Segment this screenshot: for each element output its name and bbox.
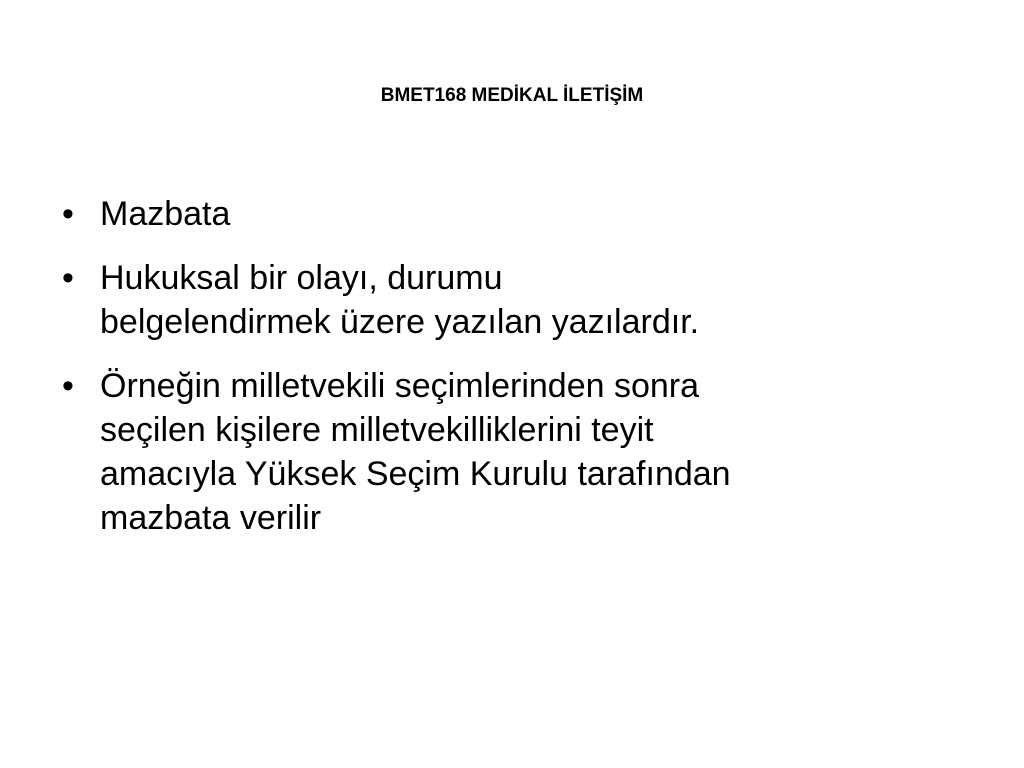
slide-title: BMET168 MEDİKAL İLETİŞİM [380, 85, 644, 106]
bullet-text: seçilen kişilere milletvekilliklerini teyit [100, 411, 654, 449]
bullet-item-definition [62, 256, 962, 344]
bullet-icon: • [62, 195, 74, 233]
bullet-item-mazbata [62, 192, 962, 236]
bullet-list [62, 192, 962, 560]
bullet-item-example [62, 364, 962, 540]
bullet-text: Hukuksal bir olayı, durumu [100, 259, 503, 297]
bullet-text: Örneğin milletvekili seçimlerinden sonra [100, 367, 700, 405]
bullet-text: mazbata verilir [100, 499, 322, 537]
bullet-text: amacıyla Yüksek Seçim Kurulu tarafından [100, 455, 731, 493]
bullet-text: belgelendirmek üzere yazılan yazılardır. [100, 303, 700, 341]
bullet-text: Mazbata [100, 195, 231, 233]
bullet-icon: • [62, 367, 74, 405]
bullet-icon: • [62, 259, 74, 297]
